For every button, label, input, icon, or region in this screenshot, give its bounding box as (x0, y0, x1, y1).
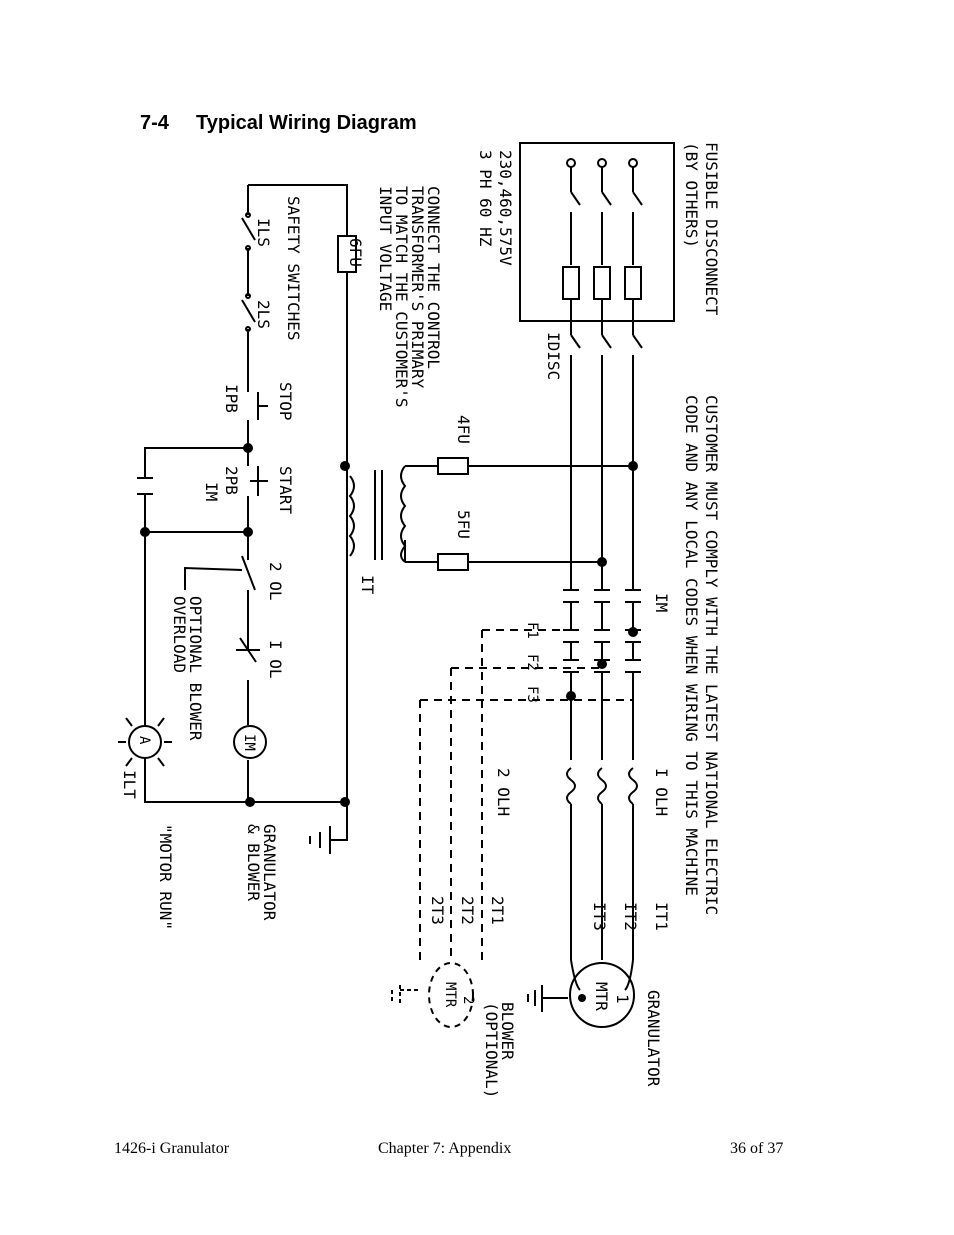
fuse-6fu-label: 6FU (346, 238, 365, 267)
limit-switch-2-label: 2LS (254, 300, 273, 329)
footer-page-number: 36 of 37 (730, 1140, 784, 1157)
fuse-5fu-label: 5FU (454, 510, 473, 539)
compliance-note-1: CUSTOMER MUST COMPLY WITH THE LATEST NATIONAL ELECTRIC (702, 395, 721, 916)
start-contact-label: IM (202, 482, 221, 502)
motor-1-label: GRANULATOR (644, 990, 663, 1087)
overload-2-label: 2 OLH (494, 768, 513, 817)
fuse (594, 267, 610, 299)
disconnect-box (520, 143, 674, 321)
optional-overload-1: OPTIONAL BLOWER (186, 596, 205, 741)
coil-label: IM (241, 734, 257, 751)
control-note-3: TO MATCH THE CUSTOMER'S (392, 186, 411, 408)
optional-overload-2: OVERLOAD (170, 596, 189, 674)
ol-2-label: 2 OL (266, 562, 285, 601)
lamp-id-label: ILT (120, 770, 139, 799)
control-note-4: INPUT VOLTAGE (376, 186, 395, 312)
fuse (625, 267, 641, 299)
supply-note-2: 3 PH 60 HZ (476, 150, 495, 247)
terminal-1t1: IT1 (652, 902, 671, 931)
coil-description-2: & BLOWER (244, 824, 263, 902)
disconnect-note-2: (BY OTHERS) (682, 142, 701, 248)
control-note-2: TRANSFORMER'S PRIMARY (408, 186, 427, 389)
coil-description-1: GRANULATOR (260, 824, 279, 921)
fuse-f1-label: F1 (524, 622, 540, 639)
stop-pb-label: IPB (222, 384, 241, 413)
idisc-label: IDISC (544, 332, 563, 381)
stop-label: STOP (276, 382, 295, 421)
control-note-1: CONNECT THE CONTROL (424, 186, 443, 370)
ol-1-label: I OL (266, 640, 285, 679)
disconnect-note-1: FUSIBLE DISCONNECT (702, 142, 721, 316)
fuse-4fu-label: 4FU (454, 415, 473, 444)
transformer-label: IT (358, 575, 377, 595)
footer-product: 1426-i Granulator (114, 1140, 230, 1157)
supply-terminal (629, 159, 637, 167)
motor-2-number: 2 (460, 996, 476, 1005)
motor-1-mtr: MTR (592, 982, 611, 1011)
terminal-2t3: 2T3 (428, 896, 447, 925)
contactor-label: IM (652, 593, 671, 613)
overload-1-label: I OLH (652, 768, 671, 817)
terminal-2t1: 2T1 (488, 896, 507, 925)
supply-terminal (567, 159, 575, 167)
motor-1-number: 1 (613, 994, 632, 1004)
compliance-note-2: CODE AND ANY LOCAL CODES WHEN WIRING TO THIS MACHINE (682, 395, 701, 896)
supply-note-1: 230,460,575V (496, 150, 515, 266)
safety-switches-label: SAFETY SWITCHES (284, 196, 303, 341)
fuse (563, 267, 579, 299)
supply-terminal (598, 159, 606, 167)
motor-2-label-2: (OPTIONAL) (482, 1002, 501, 1099)
terminal-1t2: IT2 (621, 902, 640, 931)
terminal-1t3: IT3 (590, 902, 609, 931)
fuse-5fu (438, 554, 468, 570)
footer-chapter: Chapter 7: Appendix (378, 1140, 512, 1157)
limit-switch-1-label: ILS (254, 218, 273, 247)
section-title: Typical Wiring Diagram (196, 112, 417, 134)
start-label: START (276, 466, 295, 515)
fuse-4fu (438, 458, 468, 474)
terminal-2t2: 2T2 (458, 896, 477, 925)
lamp-symbol-label: A (136, 736, 152, 745)
motor-2-label-1: BLOWER (498, 1002, 517, 1060)
fuse-f2-label: F2 (524, 654, 540, 671)
motor-2-mtr: MTR (442, 982, 458, 1008)
start-pb-label: 2PB (222, 466, 241, 495)
lamp-description: "MOTOR RUN" (156, 824, 175, 930)
section-number: 7-4 (140, 112, 169, 134)
fuse-f3-label: F3 (524, 686, 540, 703)
